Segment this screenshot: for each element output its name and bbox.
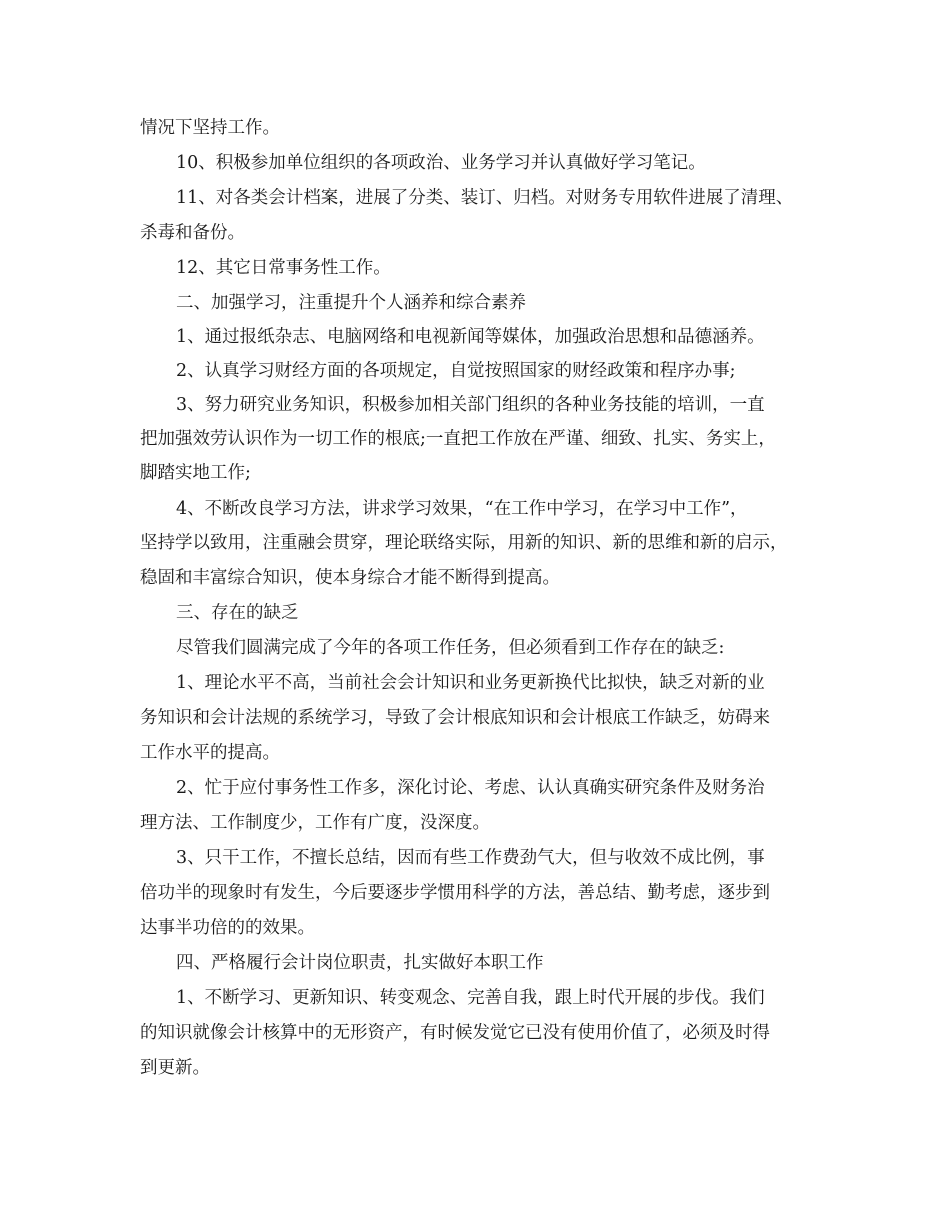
text-line: 工作水平的提高。 (140, 743, 280, 763)
text-line: 11、对各类会计档案，进展了分类、装订、归档。对财务专用软件进展了清理、 (176, 188, 794, 208)
section-heading: 二、加强学习，注重提升个人涵养和综合素养 (176, 293, 526, 313)
text-line: 的知识就像会计核算中的无形资产，有时候发觉它已没有使用价值了，必须及时得 (140, 1023, 770, 1043)
text-line: 3、只干工作，不擅长总结，因而有些工作费劲气大，但与收效不成比例，事 (176, 848, 765, 868)
text-line: 杀毒和备份。 (140, 223, 245, 243)
text-line: 情况下坚持工作。 (140, 118, 280, 138)
text-line: 务知识和会计法规的系统学习，导致了会计根底知识和会计根底工作缺乏，妨碍来 (140, 708, 770, 728)
text-line: 4、不断改良学习方法，讲求学习效果，“在工作中学习，在学习中工作”， (176, 499, 748, 519)
text-line: 12、其它日常事务性工作。 (176, 258, 391, 278)
text-line: 尽管我们圆满完成了今年的各项工作任务，但必须看到工作存在的缺乏: (176, 638, 725, 658)
text-line: 1、不断学习、更新知识、转变观念、完善自我，跟上时代开展的步伐。我们 (176, 988, 765, 1008)
text-line: 10、积极参加单位组织的各项政治、业务学习并认真做好学习笔记。 (176, 153, 706, 173)
text-line: 达事半功倍的的效果。 (140, 918, 315, 938)
text-line: 脚踏实地工作; (140, 463, 251, 483)
section-heading: 三、存在的缺乏 (176, 603, 299, 623)
text-line: 稳固和丰富综合知识，使本身综合才能不断得到提高。 (140, 568, 560, 588)
section-heading: 四、严格履行会计岗位职责，扎实做好本职工作 (176, 953, 544, 973)
text-line: 1、通过报纸杂志、电脑网络和电视新闻等媒体，加强政治思想和品德涵养。 (176, 327, 765, 347)
text-line: 把加强效劳认识作为一切工作的根底;一直把工作放在严谨、细致、扎实、务实上， (140, 429, 776, 449)
text-line: 倍功半的现象时有发生，今后要逐步学惯用科学的方法，善总结、勤考虑，逐步到 (140, 883, 770, 903)
text-line: 理方法、工作制度少，工作有广度，没深度。 (140, 813, 490, 833)
text-line: 坚持学以致用，注重融会贯穿，理论联络实际，用新的知识、新的思维和新的启示， (140, 533, 788, 553)
text-line: 到更新。 (140, 1058, 210, 1078)
text-line: 2、忙于应付事务性工作多，深化讨论、考虑、认认真确实研究条件及财务治 (176, 778, 765, 798)
text-line: 1、理论水平不高，当前社会会计知识和业务更新换代比拟快，缺乏对新的业 (176, 673, 765, 693)
text-line: 2、认真学习财经方面的各项规定，自觉按照国家的财经政策和程序办事; (176, 361, 736, 381)
text-line: 3、努力研究业务知识，积极参加相关部门组织的各种业务技能的培训，一直 (176, 395, 765, 415)
